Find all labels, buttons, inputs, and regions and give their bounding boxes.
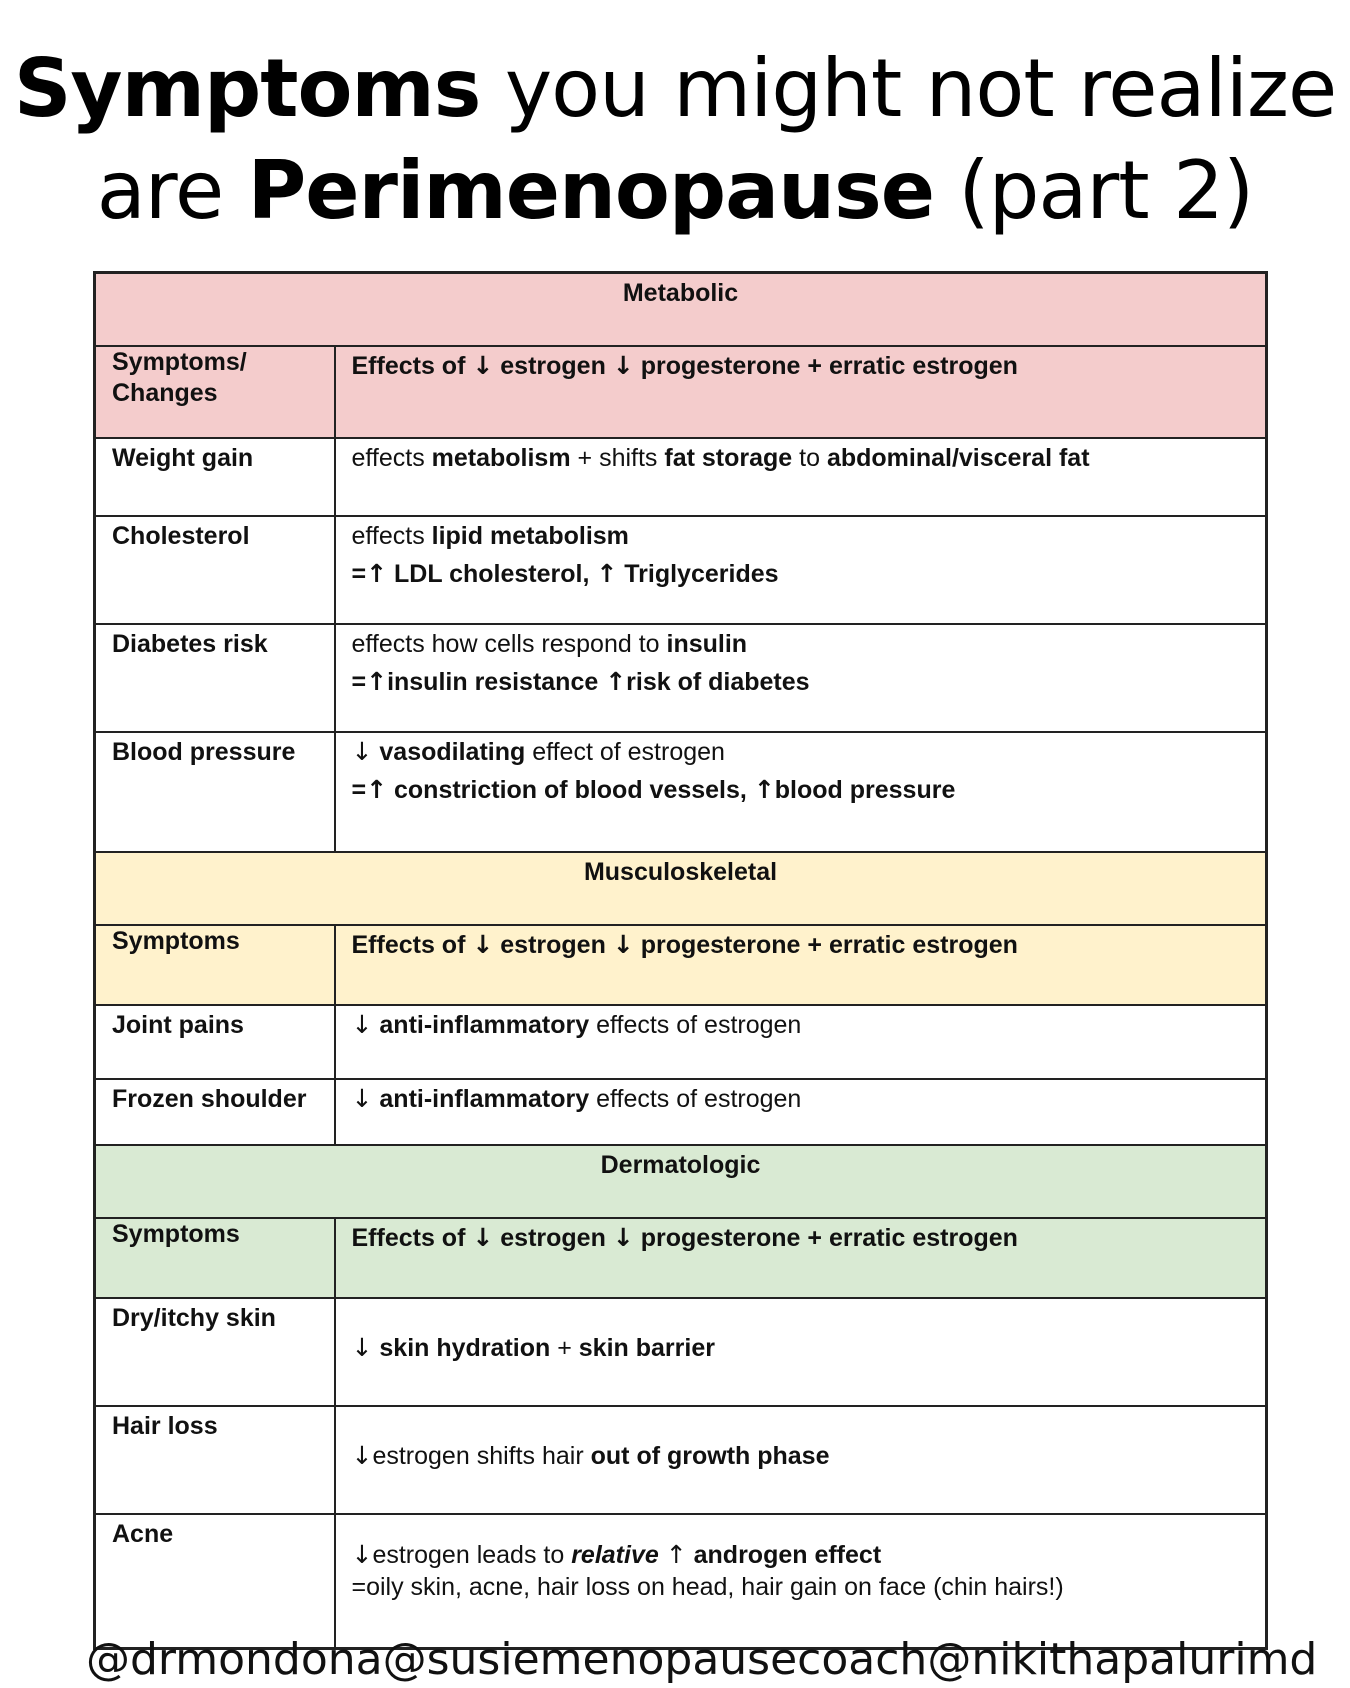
- section-title-metabolic: Metabolic: [95, 273, 1267, 347]
- text: effect of estrogen: [525, 738, 725, 766]
- row-effect: [335, 1514, 1267, 1649]
- text-bold: blood pressure: [774, 776, 956, 804]
- up-arrow-icon: ↑: [665, 1540, 687, 1569]
- text: effects how cells respond to: [351, 630, 667, 658]
- effects-text: estrogen: [493, 1224, 613, 1252]
- down-arrow-icon: ↓: [351, 1333, 373, 1362]
- text-bold: lipid metabolism: [431, 522, 629, 550]
- section-header-dermatologic: [95, 1145, 1267, 1218]
- effects-text: Effects of: [351, 352, 473, 380]
- section-header-metabolic: [95, 273, 1267, 347]
- title-line-1: [0, 38, 1350, 140]
- text-bold: risk of diabetes: [626, 668, 810, 696]
- text-bold: skin barrier: [578, 1334, 715, 1362]
- effects-text: progesterone + erratic estrogen: [633, 931, 1018, 959]
- up-arrow-icon: ↑: [366, 667, 388, 696]
- title-start-2: are: [96, 144, 248, 237]
- equals: =: [351, 560, 367, 588]
- column-header-row-metabolic: [95, 346, 1267, 438]
- effects-text: progesterone + erratic estrogen: [633, 1224, 1018, 1252]
- text-bold: LDL cholesterol,: [387, 560, 597, 588]
- down-arrow-icon: ↓: [351, 1084, 373, 1113]
- row-effect: [335, 1005, 1267, 1079]
- row-effect: [335, 624, 1267, 732]
- text-bold: insulin resistance: [387, 668, 606, 696]
- col-header-symptoms: Symptoms: [95, 925, 335, 1005]
- row-effect: [335, 438, 1267, 516]
- page-title: [0, 38, 1350, 242]
- text-bold: Triglycerides: [617, 560, 779, 588]
- col-header-effects: [335, 1218, 1267, 1298]
- up-arrow-icon: ↑: [605, 667, 627, 696]
- text-bold: anti-inflammatory: [372, 1011, 590, 1039]
- down-arrow-icon: ↓: [472, 351, 494, 380]
- up-arrow-icon: ↑: [366, 559, 388, 588]
- text-bold: anti-inflammatory: [372, 1085, 590, 1113]
- title-bold-symptoms: Symptoms: [13, 42, 481, 135]
- up-arrow-icon: ↑: [753, 775, 775, 804]
- table-row-hair-loss: [95, 1406, 1267, 1514]
- text-bold: out of growth phase: [590, 1442, 830, 1470]
- row-effect: [335, 1079, 1267, 1145]
- text-bold: metabolism: [431, 444, 571, 472]
- row-label: Dry/itchy skin: [95, 1298, 335, 1406]
- text-bold-italic: relative: [571, 1541, 659, 1569]
- row-label: Weight gain: [95, 438, 335, 516]
- row-label: Hair loss: [95, 1406, 335, 1514]
- table-row-cholesterol: [95, 516, 1267, 624]
- up-arrow-icon: ↑: [366, 775, 388, 804]
- row-label: Frozen shoulder: [95, 1079, 335, 1145]
- column-header-row-musculoskeletal: [95, 925, 1267, 1005]
- table-row-diabetes-risk: [95, 624, 1267, 732]
- row-label: Joint pains: [95, 1005, 335, 1079]
- section-header-musculoskeletal: [95, 852, 1267, 925]
- title-rest-2: (part 2): [933, 144, 1254, 237]
- text: estrogen leads to: [372, 1541, 572, 1569]
- row-label: Diabetes risk: [95, 624, 335, 732]
- text: + shifts: [570, 444, 665, 472]
- col-header-symptoms: Symptoms: [95, 1218, 335, 1298]
- text-bold: fat storage: [664, 444, 793, 472]
- text: effects of estrogen: [589, 1085, 802, 1113]
- text: =oily skin, acne, hair loss on head, hair gain on face (chin hairs!): [351, 1573, 1064, 1601]
- text-bold: skin hydration: [372, 1334, 551, 1362]
- text-bold: vasodilating: [372, 738, 526, 766]
- section-title-musculoskeletal: Musculoskeletal: [95, 852, 1267, 925]
- table-row-joint-pains: [95, 1005, 1267, 1079]
- symptoms-table: [93, 271, 1268, 1650]
- handle-nikithapalurimd[interactable]: @nikithapalurimd: [927, 1634, 1318, 1685]
- footer-handles: [0, 1632, 1350, 1688]
- equals: =: [351, 776, 367, 804]
- text: effects: [351, 444, 432, 472]
- down-arrow-icon: ↓: [612, 930, 634, 959]
- column-header-row-dermatologic: [95, 1218, 1267, 1298]
- equals: =: [351, 668, 367, 696]
- down-arrow-icon: ↓: [612, 351, 634, 380]
- title-rest-1: you might not realize: [480, 42, 1337, 135]
- down-arrow-icon: ↓: [351, 1540, 373, 1569]
- effects-text: progesterone + erratic estrogen: [633, 352, 1018, 380]
- title-line-2: [0, 140, 1350, 242]
- handle-drmondona[interactable]: @drmondona: [86, 1634, 383, 1685]
- text-bold: constriction of blood vessels,: [387, 776, 754, 804]
- row-label: Acne: [95, 1514, 335, 1649]
- col-header-effects: [335, 346, 1267, 438]
- up-arrow-icon: ↑: [596, 559, 618, 588]
- text: effects: [351, 522, 432, 550]
- row-effect: [335, 1298, 1267, 1406]
- row-effect: [335, 516, 1267, 624]
- section-title-dermatologic: Dermatologic: [95, 1145, 1267, 1218]
- text: estrogen shifts hair: [372, 1442, 591, 1470]
- text: +: [550, 1334, 579, 1362]
- row-label: Blood pressure: [95, 732, 335, 852]
- down-arrow-icon: ↓: [351, 1010, 373, 1039]
- col-header-symptoms-changes: Symptoms/ Changes: [95, 346, 335, 438]
- row-label: Cholesterol: [95, 516, 335, 624]
- effects-text: Effects of: [351, 1224, 473, 1252]
- table-row-frozen-shoulder: [95, 1079, 1267, 1145]
- text: to: [792, 444, 827, 472]
- down-arrow-icon: ↓: [472, 1223, 494, 1252]
- handle-susiemenopausecoach[interactable]: @susiemenopausecoach: [382, 1634, 928, 1685]
- title-bold-perimenopause: Perimenopause: [247, 144, 934, 237]
- table-row-acne: [95, 1514, 1267, 1649]
- down-arrow-icon: ↓: [472, 930, 494, 959]
- text-bold: androgen effect: [686, 1541, 882, 1569]
- table-row-blood-pressure: [95, 732, 1267, 852]
- col-header-effects: [335, 925, 1267, 1005]
- text-bold: abdominal/visceral fat: [826, 444, 1090, 472]
- row-effect: [335, 1406, 1267, 1514]
- text: [659, 1541, 666, 1569]
- effects-text: estrogen: [493, 931, 613, 959]
- down-arrow-icon: ↓: [612, 1223, 634, 1252]
- row-effect: [335, 732, 1267, 852]
- text-bold: insulin: [666, 630, 748, 658]
- down-arrow-icon: ↓: [351, 1441, 373, 1470]
- text: effects of estrogen: [589, 1011, 802, 1039]
- table-row-weight-gain: [95, 438, 1267, 516]
- effects-text: Effects of: [351, 931, 473, 959]
- table-row-dry-itchy-skin: [95, 1298, 1267, 1406]
- down-arrow-icon: ↓: [351, 737, 373, 766]
- effects-text: estrogen: [493, 352, 613, 380]
